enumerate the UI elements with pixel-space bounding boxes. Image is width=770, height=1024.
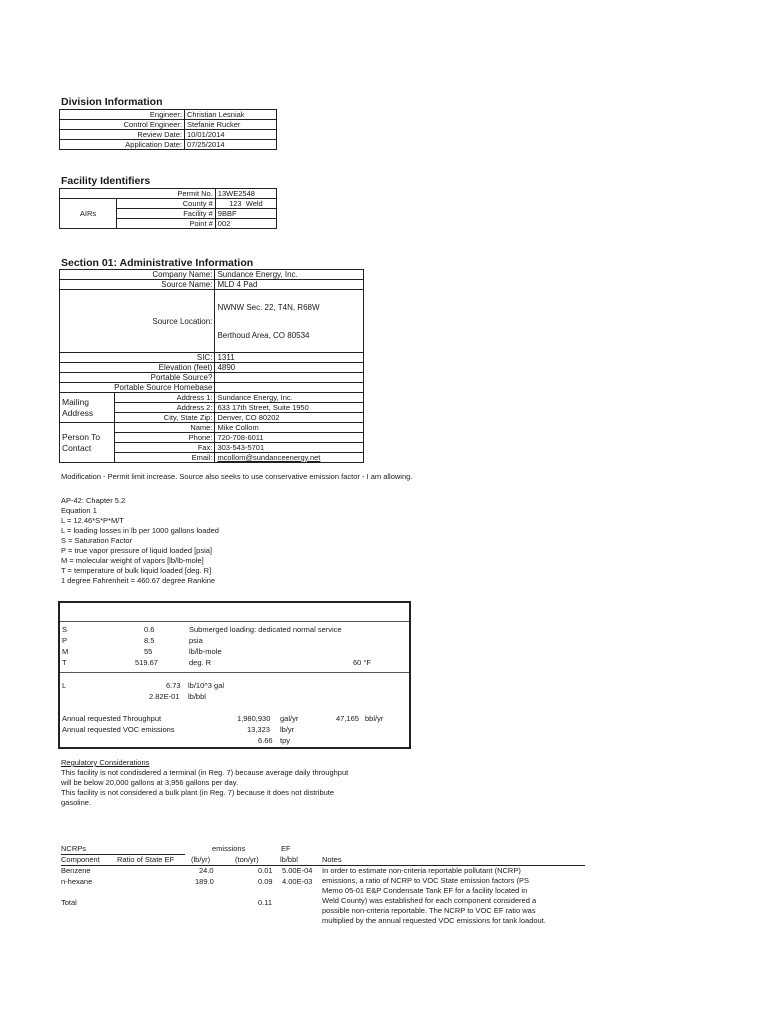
throughput-bbl-unit: bbl/yr xyxy=(365,714,384,723)
address1-value: Sundance Energy, Inc. xyxy=(215,393,364,403)
portable-source-label: Portable Source? xyxy=(60,373,215,383)
permit-value: 13WE2548 xyxy=(215,189,276,199)
ap42-line: AP-42: Chapter 5.2 xyxy=(61,496,126,505)
person-label-2: Contact xyxy=(62,442,92,453)
fax-value: 303-543-5701 xyxy=(215,443,364,453)
facility-number-value: 9BBF xyxy=(215,209,276,219)
m-label: M xyxy=(62,647,69,656)
email-value: mcollom@sundanceenergy.net xyxy=(215,453,364,463)
modification-note: Modification - Permit limit increase. Source also seeks to use conservative emission factor - I am allowing. xyxy=(61,472,413,481)
l-unit-gal: lb/10^3 gal xyxy=(188,681,225,690)
component-lbyr: 189.0 xyxy=(195,877,214,886)
throughput-label: Annual requested Throughput xyxy=(62,714,162,723)
ap42-line: P = true vapor pressure of liquid loaded [psia] xyxy=(61,546,212,555)
portable-source-value xyxy=(215,373,364,383)
phone-value: 720-708-6011 xyxy=(215,433,364,443)
ap42-line: T = temperature of bulk liquid loaded [deg. R] xyxy=(61,566,212,575)
contact-name-value: Mike Collom xyxy=(215,423,364,433)
regulatory-block xyxy=(61,758,348,808)
component-tonyr: 0.09 xyxy=(258,877,273,886)
review-date-value: 10/01/2014 xyxy=(185,130,277,140)
control-engineer-value: Stefanie Rucker xyxy=(185,120,277,130)
facility-table xyxy=(59,188,277,229)
t-fahrenheit: 60 °F xyxy=(353,658,372,667)
elevation-value: 4890 xyxy=(215,363,364,373)
total-value: 0.11 xyxy=(258,898,273,907)
mailing-label-1: Mailing xyxy=(62,396,89,407)
point-label: Point # xyxy=(117,219,216,229)
mailing-label-2: Address xyxy=(62,407,94,418)
s-note: Submerged loading: dedicated normal service xyxy=(189,625,342,634)
component-lbyr: 24.0 xyxy=(199,866,214,875)
airs-label: AIRs xyxy=(60,199,117,229)
fax-label: Fax: xyxy=(115,443,215,453)
throughput-value: 1,980,930 xyxy=(237,714,271,723)
total-label: Total xyxy=(61,898,77,907)
permit-label: Permit No. xyxy=(60,189,216,199)
voc-lb-unit: lb/yr xyxy=(280,725,295,734)
t-unit: deg. R xyxy=(189,658,212,667)
p-value: 8.5 xyxy=(144,636,155,645)
homebase-value xyxy=(215,383,364,393)
l-unit-bbl: lb/bbl xyxy=(188,692,206,701)
l-value-bbl: 2.82E-01 xyxy=(149,692,180,701)
regulatory-line: will be below 20,000 gallons at 3,956 gallons per day. xyxy=(61,778,239,787)
county-name: Weld xyxy=(245,199,263,208)
p-unit: psia xyxy=(189,636,203,645)
admin-table xyxy=(59,269,364,463)
person-label-1: Person To xyxy=(62,431,101,442)
company-label: Company Name: xyxy=(60,270,215,280)
col-lbyr: (lb/yr) xyxy=(191,855,211,864)
note-line: possible non-criteria reportable. The NCRP to VOC EF ratio was xyxy=(322,906,536,915)
l-label: L xyxy=(62,681,67,690)
source-name-label: Source Name: xyxy=(60,280,215,290)
ap42-line: L = loading losses in lb per 1000 gallons loaded xyxy=(61,526,219,535)
source-location-label: Source Location: xyxy=(60,290,215,353)
note-line: In order to estimate non-criteria reportable pollutant (NCRP) xyxy=(322,866,521,875)
ap42-line: L = 12.46*S*P*M/T xyxy=(61,516,124,525)
col-lbbbl: lb/bbl xyxy=(280,855,298,864)
engineer-value: Christian Lesniak xyxy=(185,110,277,120)
emissions-header: emissions xyxy=(212,844,246,853)
division-title: Division Information xyxy=(61,96,163,108)
note-line: Weld County) was established for each component considered a xyxy=(322,896,537,905)
company-value: Sundance Energy, Inc. xyxy=(215,270,364,280)
city-state-zip-label: City, State Zip: xyxy=(115,413,215,423)
facility-title: Facility Identifiers xyxy=(61,175,151,187)
l-value-gal: 6.73 xyxy=(166,681,181,690)
component-ef: 5.00E-04 xyxy=(282,866,313,875)
component-ef: 4.00E-03 xyxy=(282,877,313,886)
note-line: emissions, a ratio of NCRP to VOC State emission factors (PS xyxy=(322,876,530,885)
throughput-unit: gal/yr xyxy=(280,714,299,723)
city-state-zip-value: Denver, CO 80202 xyxy=(215,413,364,423)
ncrps-notes xyxy=(322,866,602,926)
component-name: n-hexane xyxy=(61,877,93,886)
m-value: 55 xyxy=(144,647,153,656)
voc-tpy-value: 6.66 xyxy=(258,736,273,745)
ap42-line: M = molecular weight of vapors [lb/lb-mole] xyxy=(61,556,204,565)
s-value: 0.6 xyxy=(144,625,155,634)
m-unit: lb/lb-mole xyxy=(189,647,222,656)
email-label: Email: xyxy=(115,453,215,463)
col-tonyr: (ton/yr) xyxy=(235,855,259,864)
note-line: multiplied by the annual requested VOC emissions for tank loadout. xyxy=(322,916,546,925)
address1-label: Address 1: xyxy=(115,393,215,403)
t-value: 519.67 xyxy=(135,658,158,667)
homebase-label: Portable Source Homebase xyxy=(60,383,215,393)
regulatory-line: gasoline. xyxy=(61,798,92,807)
review-date-label: Review Date: xyxy=(60,130,185,140)
p-label: P xyxy=(62,636,68,645)
division-table xyxy=(59,109,277,150)
source-location-line1: NWNW Sec. 22, T4N, R68W xyxy=(217,303,320,312)
regulatory-line: This facility is not condisdered a terminal (in Reg. 7) because average daily throughput xyxy=(61,768,349,777)
county-label: County # xyxy=(117,199,216,209)
source-location-line2: Berthoud Area, CO 80534 xyxy=(217,331,310,340)
ap42-line: 1 degree Fahrenheit = 460.67 degree Rankine xyxy=(61,576,216,585)
regulatory-line: This facility is not considered a bulk plant (in Reg. 7) because it does not distribute xyxy=(61,788,335,797)
application-date-value: 07/25/2014 xyxy=(185,140,277,150)
engineer-label: Engineer: xyxy=(60,110,185,120)
point-value: 002 xyxy=(215,219,276,229)
county-value: 123 xyxy=(229,199,242,208)
regulatory-title: Regulatory Considerations xyxy=(61,758,150,767)
t-label: T xyxy=(62,658,67,667)
control-engineer-label: Control Engineer: xyxy=(60,120,185,130)
phone-label: Phone: xyxy=(115,433,215,443)
voc-lb-value: 13,323 xyxy=(247,725,270,734)
ap42-line: S = Saturation Factor xyxy=(61,536,133,545)
col-notes: Notes xyxy=(322,855,342,864)
voc-label: Annual requested VOC emissions xyxy=(62,725,175,734)
address2-label: Address 2: xyxy=(115,403,215,413)
ef-header: EF xyxy=(281,844,291,853)
ap42-block xyxy=(61,496,219,586)
col-component: Component xyxy=(61,855,100,864)
sic-value: 1311 xyxy=(215,353,364,363)
voc-tpy-unit: tpy xyxy=(280,736,291,745)
note-line: Memo 05-01 E&P Condensate Tank EF for a facility located in xyxy=(322,886,528,895)
contact-name-label: Name: xyxy=(115,423,215,433)
facility-number-label: Facility # xyxy=(117,209,216,219)
col-ratio: Ratio of State EF xyxy=(117,855,175,864)
section01-title: Section 01: Administrative Information xyxy=(61,257,254,269)
component-tonyr: 0.01 xyxy=(258,866,273,875)
s-label: S xyxy=(62,625,68,634)
sic-label: SIC: xyxy=(60,353,215,363)
ap42-line: Equation 1 xyxy=(61,506,97,515)
component-name: Benzene xyxy=(61,866,91,875)
throughput-bbl-value: 47,165 xyxy=(336,714,359,723)
address2-value: 633 17th Street, Suite 1950 xyxy=(215,403,364,413)
source-name-value: MLD 4 Pad xyxy=(215,280,364,290)
ncrps-title: NCRPs xyxy=(61,844,87,853)
elevation-label: Elevation (feet) xyxy=(60,363,215,373)
application-date-label: Application Date: xyxy=(60,140,185,150)
